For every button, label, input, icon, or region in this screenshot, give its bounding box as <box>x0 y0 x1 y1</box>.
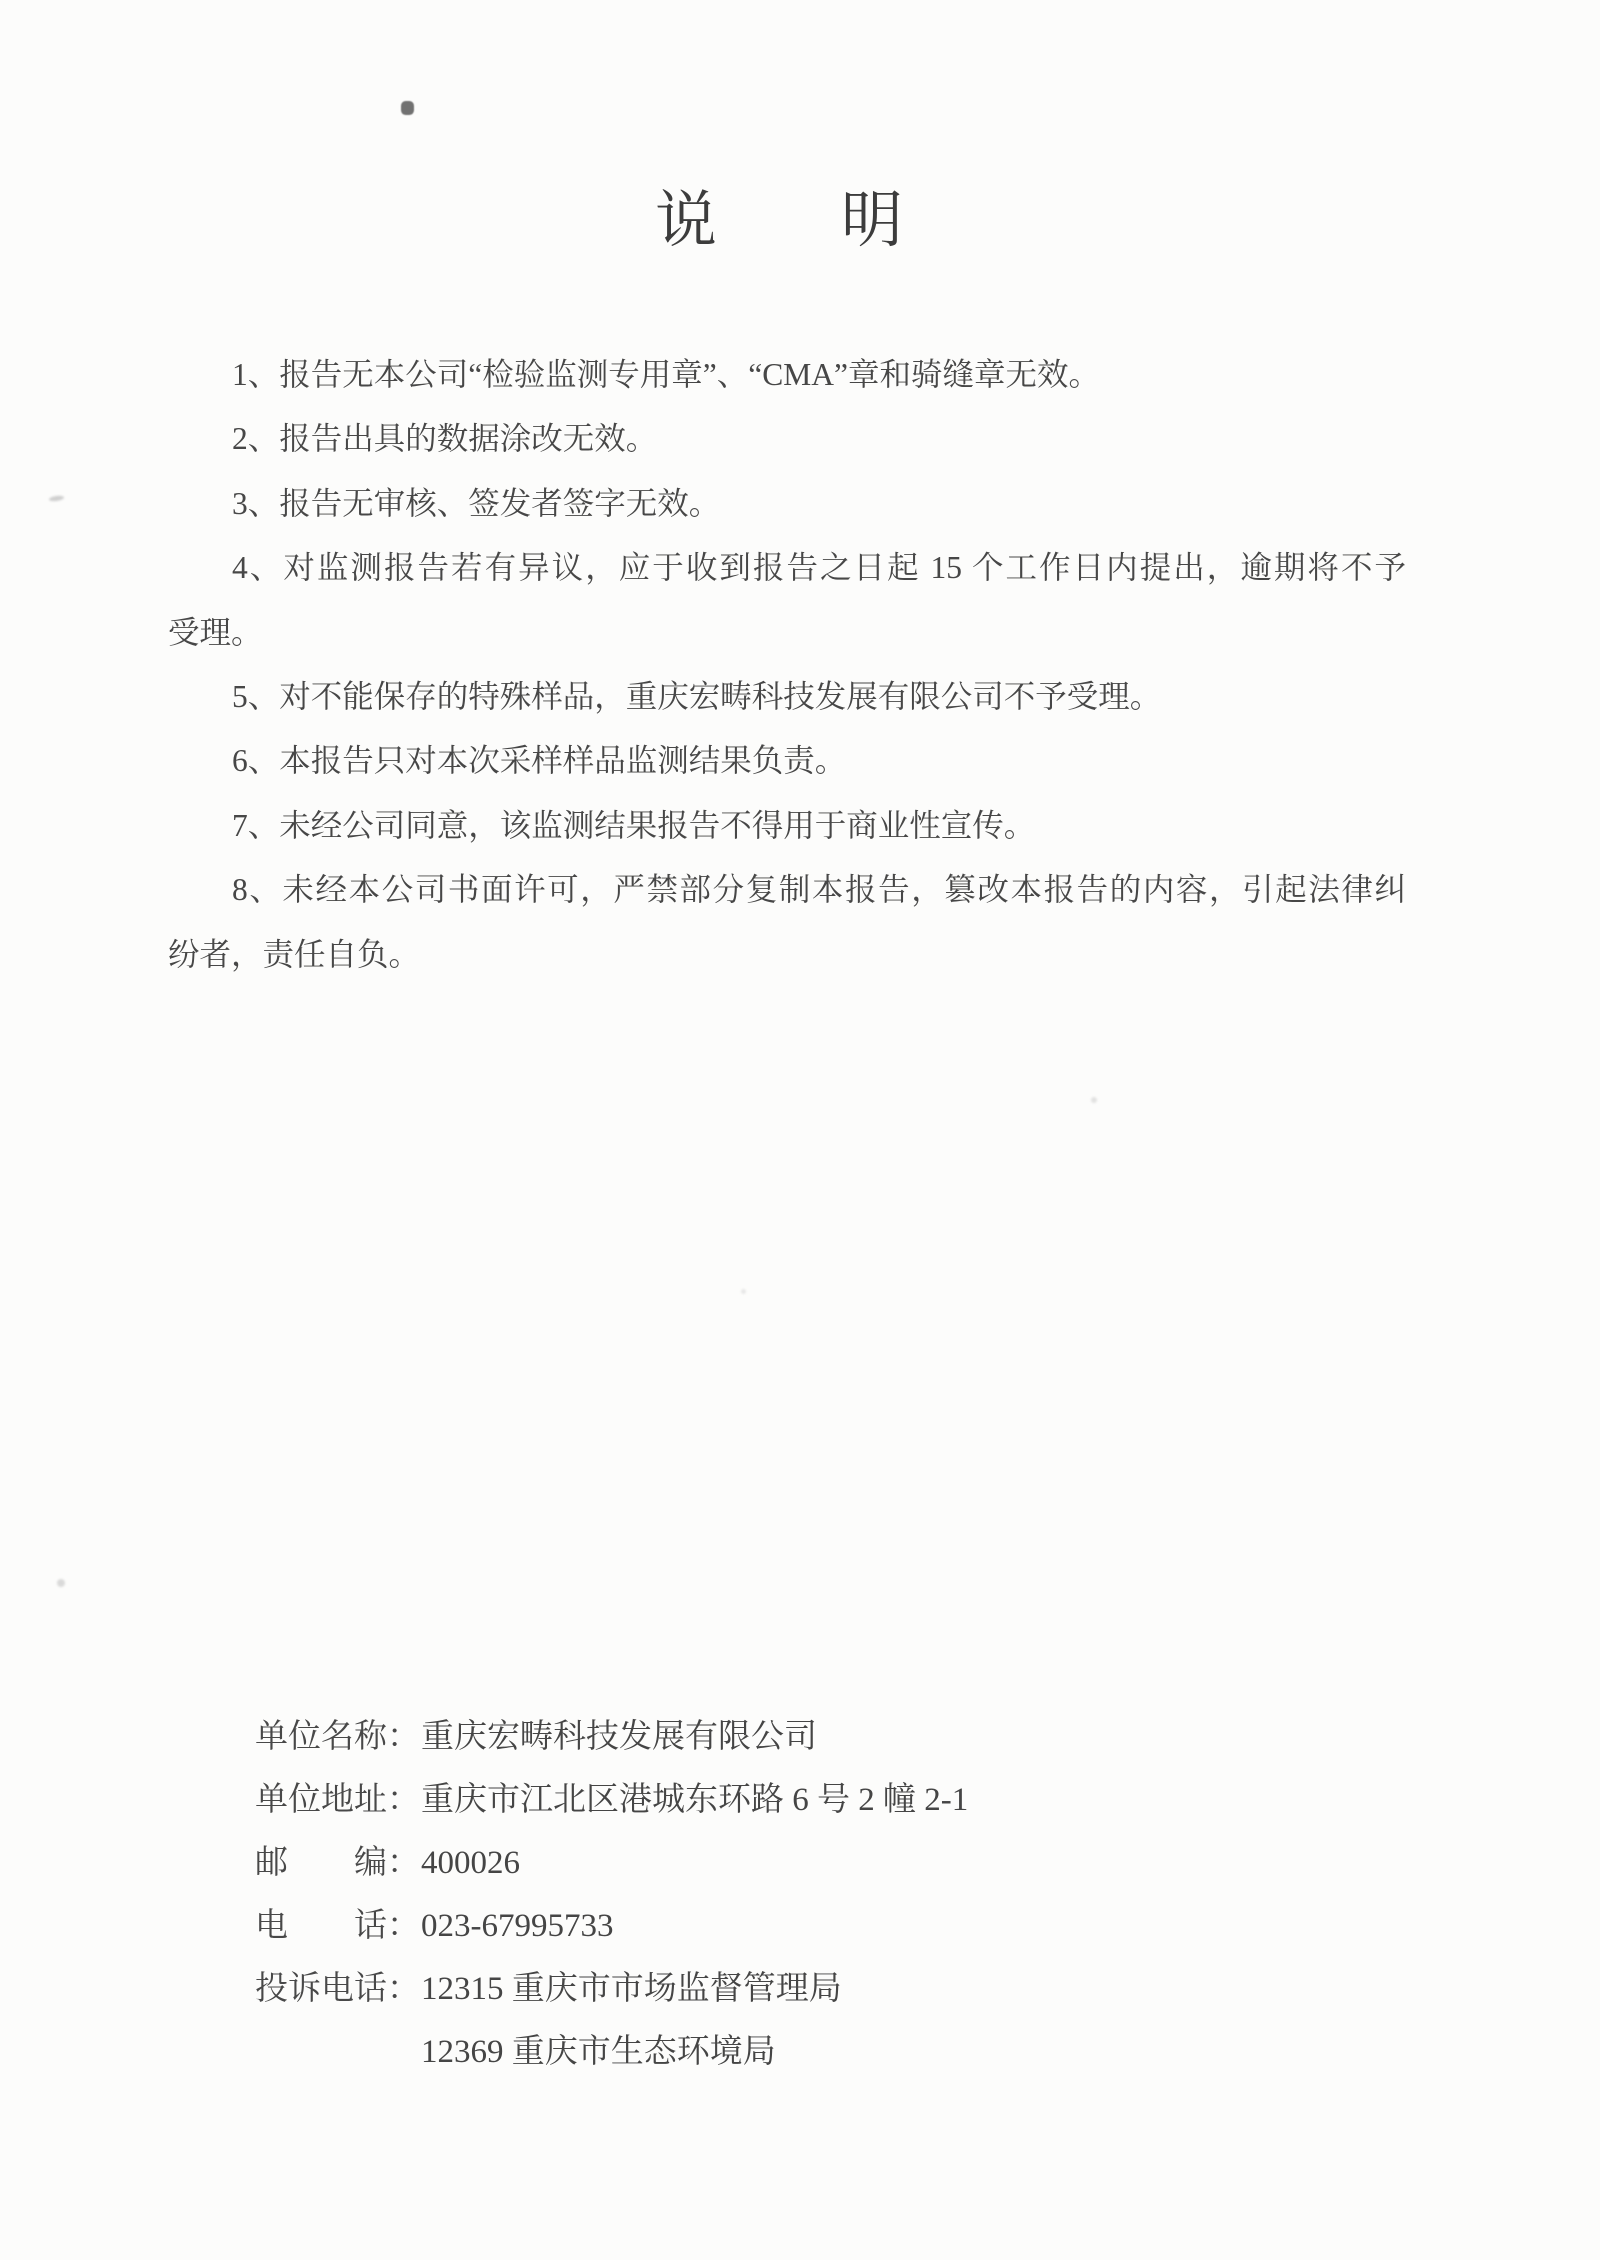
complaint-phone-value-2: 12369 重庆市生态环境局 <box>421 2034 776 2070</box>
company-address-row <box>255 1769 968 1832</box>
phone-row <box>255 1895 968 1958</box>
company-address-label: 单位地址： <box>255 1782 420 1818</box>
postal-code-row <box>255 1832 968 1895</box>
note-line-2: 2、报告出具的数据涂改无效。 <box>232 421 658 457</box>
note-line-8-continuation: 纷者，责任自负。 <box>168 936 421 972</box>
complaint-phone-value: 12315 重庆市市场监督管理局 <box>421 1971 842 2007</box>
note-line-1: 1、报告无本公司“检验监测专用章”、“CMA”章和骑缝章无效。 <box>232 357 1100 392</box>
note-line-5: 5、对不能保存的特殊样品，重庆宏畴科技发展有限公司不予受理。 <box>232 678 1162 714</box>
scan-artifact <box>1091 1097 1097 1103</box>
notes-list <box>168 343 1408 987</box>
company-name-label: 单位名称： <box>255 1719 420 1755</box>
note-line-4-continuation: 受理。 <box>168 614 263 650</box>
scan-artifact <box>49 495 65 502</box>
postal-code-label: 邮 编： <box>255 1845 420 1881</box>
document-title: 说 明 <box>654 187 903 255</box>
scan-artifact <box>401 101 414 115</box>
company-name-row <box>255 1706 968 1769</box>
phone-label: 电 话： <box>255 1908 420 1944</box>
note-line-7: 7、未经公司同意，该监测结果报告不得用于商业性宣传。 <box>232 807 1036 843</box>
note-line-8: 8、未经本公司书面许可，严禁部分复制本报告，篡改本报告的内容，引起法律纠 <box>232 872 1406 908</box>
complaint-phone-label: 投诉电话： <box>255 1971 420 2007</box>
note-line-3: 3、报告无审核、签发者签字无效。 <box>232 485 721 521</box>
phone-value: 023-67995733 <box>421 1908 614 1944</box>
scan-artifact <box>741 1289 746 1294</box>
complaint-phone-row <box>255 1958 968 2021</box>
scan-artifact <box>57 1579 65 1587</box>
postal-code-value: 400026 <box>421 1845 520 1881</box>
company-name-value: 重庆宏畴科技发展有限公司 <box>421 1719 817 1755</box>
note-line-6: 6、本报告只对本次采样样品监测结果负责。 <box>232 743 847 779</box>
company-address-value: 重庆市江北区港城东环路 6 号 2 幢 2-1 <box>421 1782 969 1818</box>
complaint-phone-row-2 <box>255 2021 968 2084</box>
contact-block <box>255 1706 968 2084</box>
note-line-4: 4、对监测报告若有异议，应于收到报告之日起 15 个工作日内提出，逾期将不予 <box>232 550 1406 586</box>
